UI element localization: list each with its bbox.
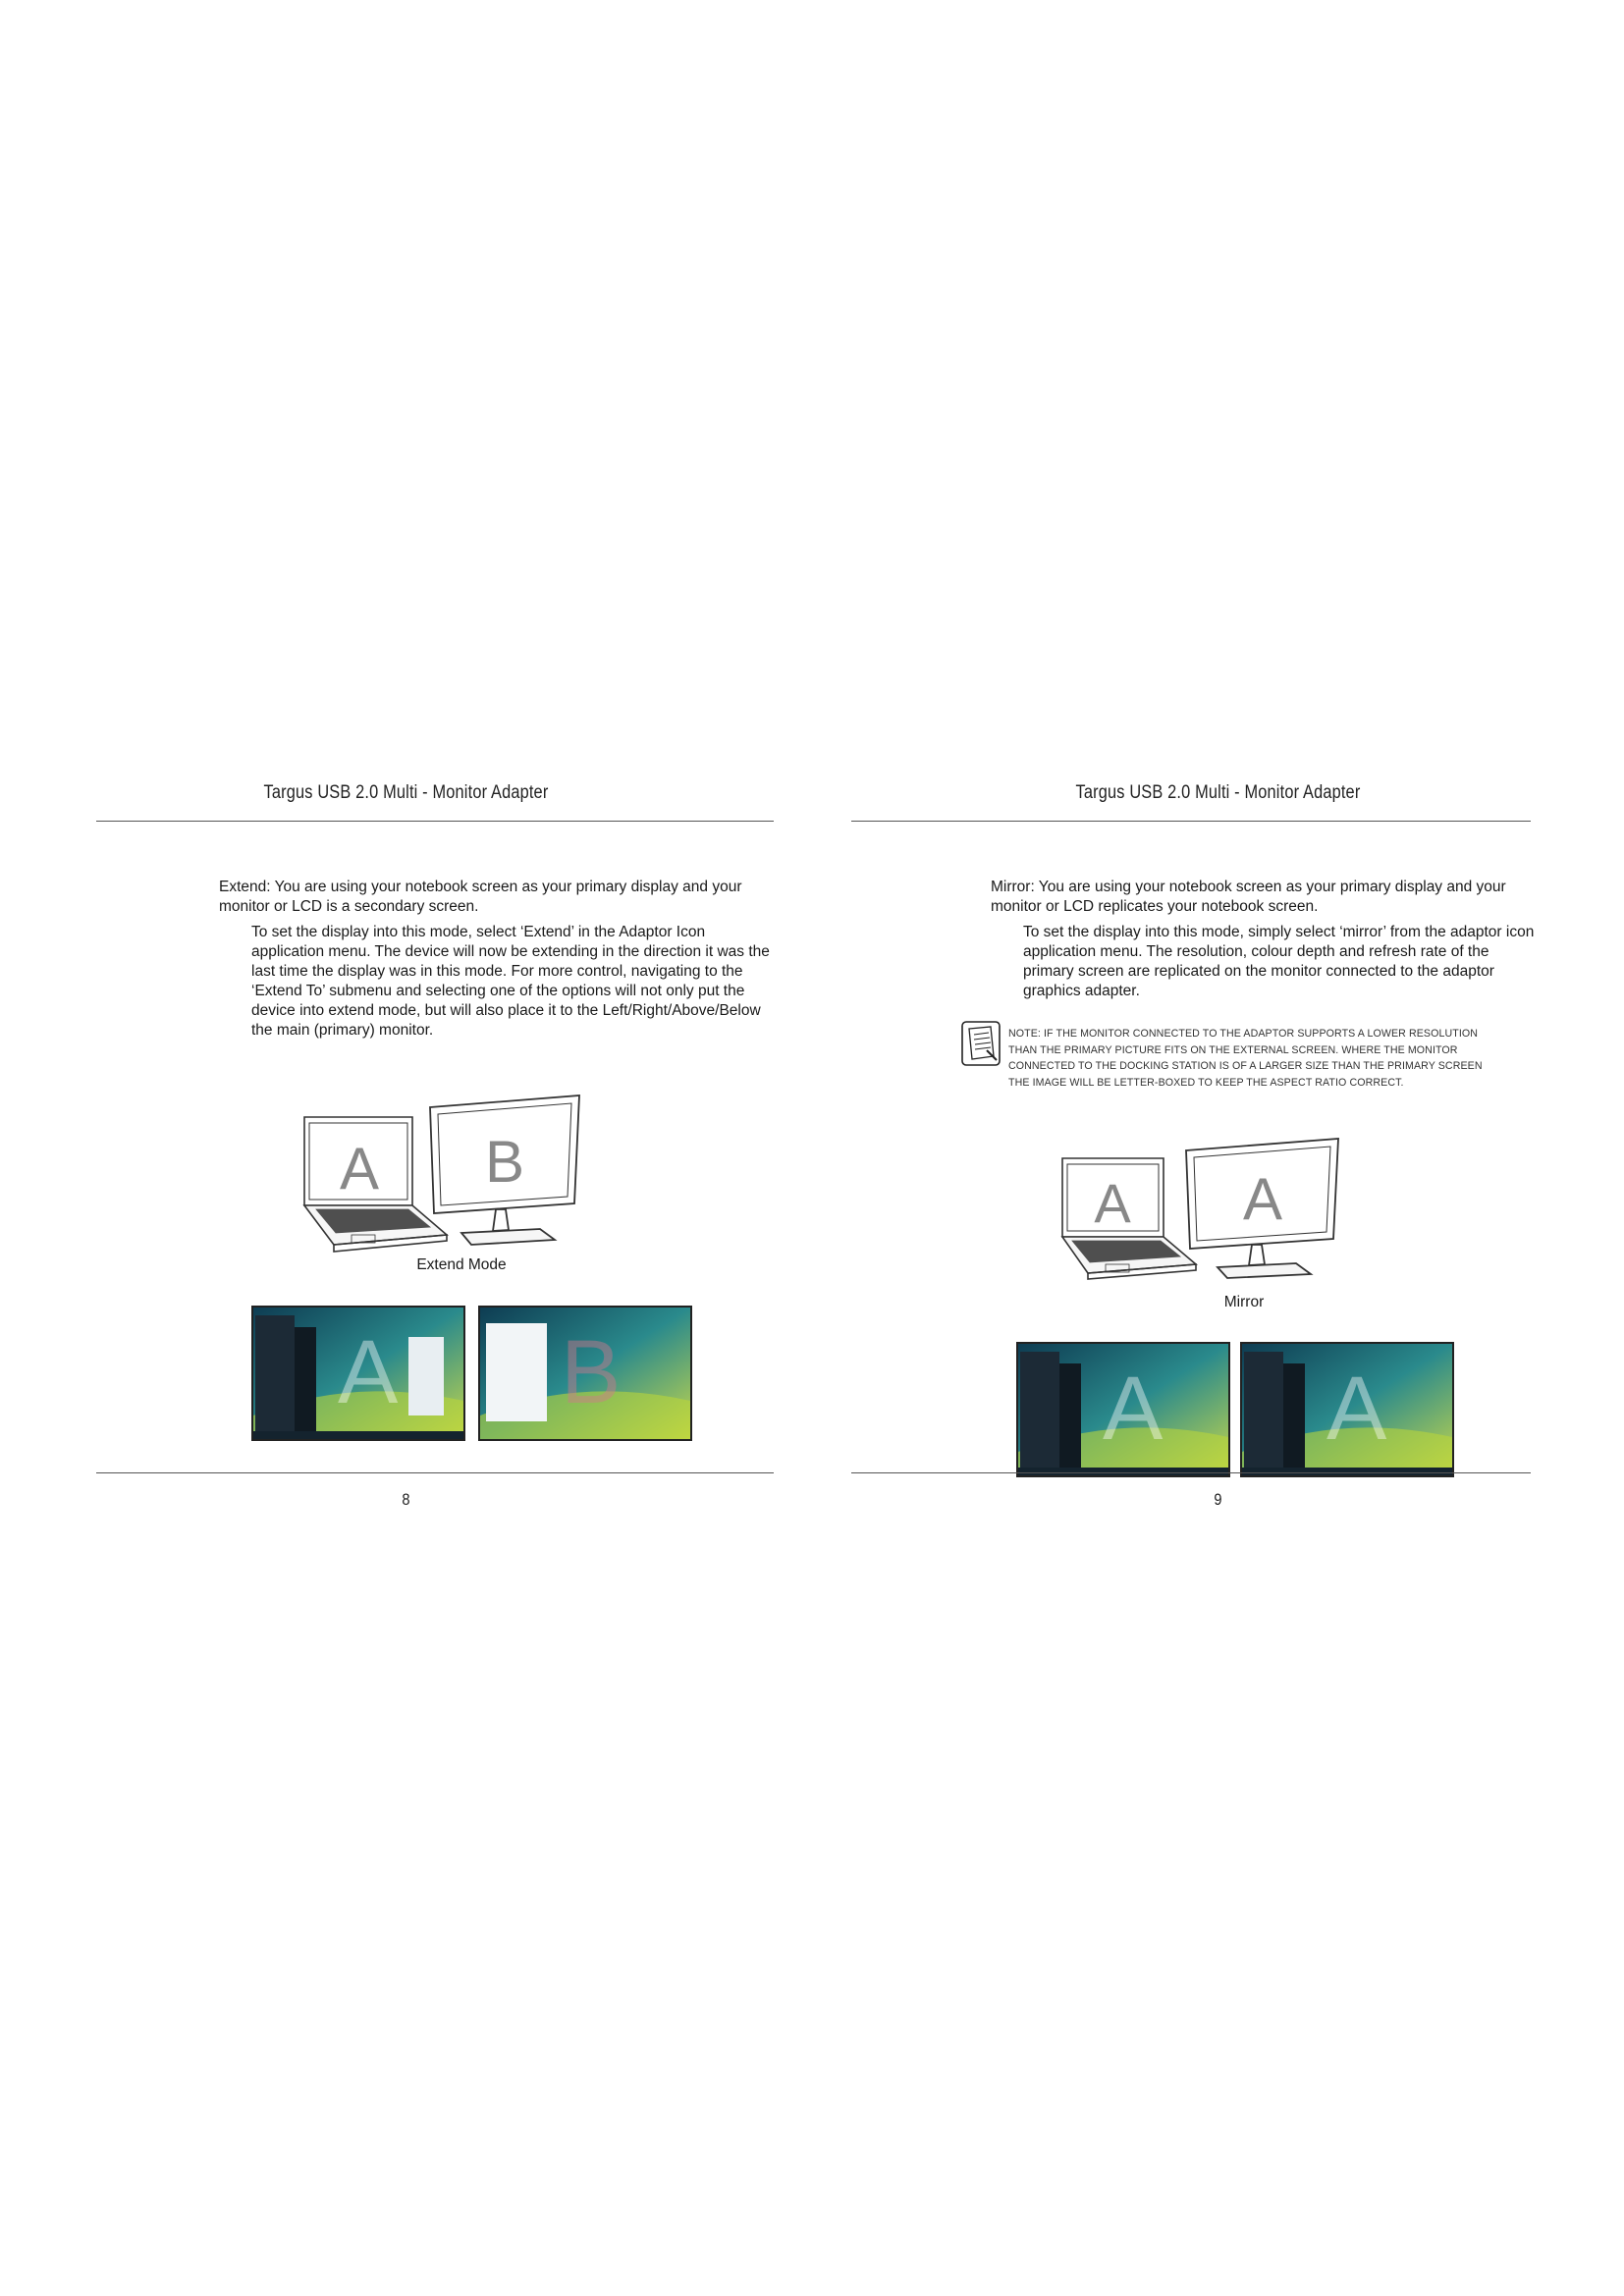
laptop-screen-letter: A — [339, 1136, 380, 1201]
screenshot-letter: A — [338, 1322, 399, 1422]
screenshot-letter: A — [1326, 1359, 1387, 1459]
footer-rule — [96, 1472, 774, 1473]
illustration-caption: Extend Mode — [416, 1256, 507, 1273]
right-page — [812, 0, 1624, 2296]
monitor-screen-letter: B — [484, 1129, 525, 1195]
desktop-screenshot-mirrored — [1240, 1342, 1454, 1477]
monitor-screen-letter: A — [1242, 1166, 1283, 1232]
running-head: Targus USB 2.0 Multi - Monitor Adapter — [1075, 782, 1361, 803]
extend-mode-intro: Extend: You are using your notebook screen as your primary display and your monitor or LCD is a secondary screen. — [219, 879, 742, 915]
extend-mode-instructions: To set the display into this mode, select ‘Extend’ in the Adaptor Icon application menu. The device will now be extending in the direction it was the last time the display was in this mode. For more control, navigating to the ‘Extend To’ submenu and selecting one of the options will not only put the device into extend mode, but will also place it to the Left/Right/Above/Below the main (primary) monitor. — [251, 924, 770, 1039]
desktop-screenshot-primary — [251, 1306, 465, 1441]
illustration-caption: Mirror — [1223, 1294, 1265, 1310]
mirror-mode-illustration — [1051, 1129, 1404, 1296]
running-head: Targus USB 2.0 Multi - Monitor Adapter — [263, 782, 549, 803]
page-number: 9 — [1214, 1490, 1222, 1509]
mirror-mode-instructions: To set the display into this mode, simply select ‘mirror’ from the adaptor icon application menu. The resolution, colour depth and refresh rate of the primary screen are replicated on the monitor connected to the adaptor graphics adapter. — [1023, 924, 1535, 999]
note-text: NOTE: IF THE MONITOR CONNECTED TO THE ADAPTOR SUPPORTS A LOWER RESOLUTION THAN THE PRIMARY PICTURE FITS ON THE EXTERNAL SCREEN. WHERE THE MONITOR CONNECTED TO THE DOCKING STATION IS OF A LARGER SIZE THAN THE PRIMARY SCREEN THE IMAGE WILL BE LETTER-BOXED TO KEEP THE ASPECT RATIO CORRECT. — [1008, 1028, 1483, 1089]
laptop-screen-letter: A — [1094, 1172, 1131, 1234]
header-rule — [851, 821, 1531, 822]
footer-rule — [851, 1472, 1531, 1473]
mirror-mode-intro: Mirror: You are using your notebook screen as your primary display and your monitor or LCD replicates your notebook screen. — [991, 879, 1506, 915]
note-icon — [961, 1021, 1001, 1066]
desktop-screenshot-primary — [1016, 1342, 1230, 1477]
screenshot-letter: B — [561, 1322, 622, 1422]
desktop-screenshot-secondary — [478, 1306, 692, 1441]
page-number: 8 — [402, 1490, 410, 1509]
extend-mode-illustration — [275, 1088, 658, 1284]
screenshot-letter: A — [1103, 1359, 1164, 1459]
header-rule — [96, 821, 774, 822]
